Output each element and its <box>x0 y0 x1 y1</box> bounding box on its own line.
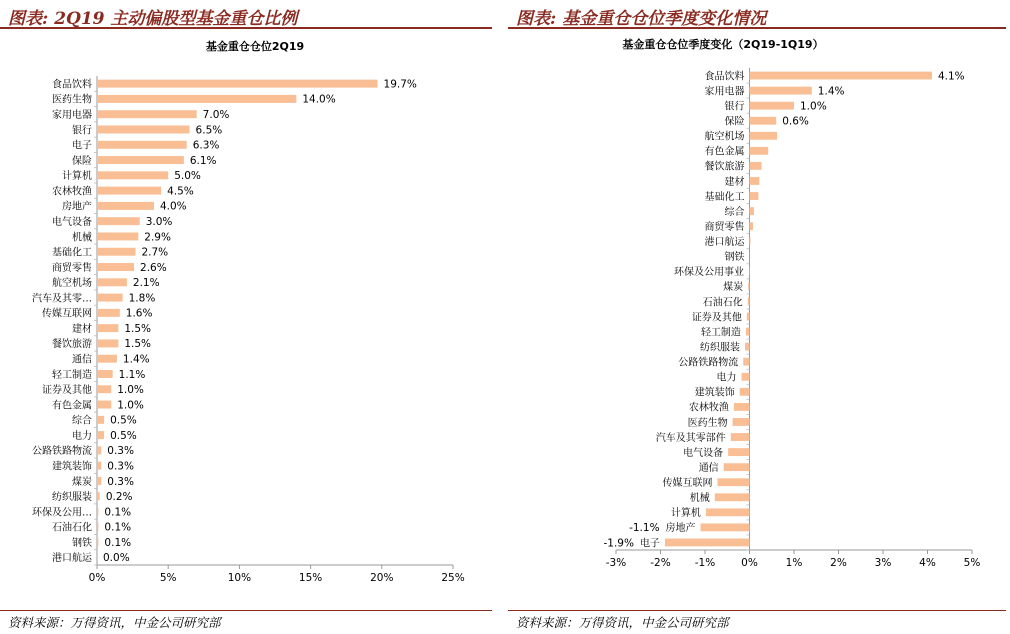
left-data-label: 4.0% <box>159 200 187 213</box>
left-data-label: 1.0% <box>117 399 144 412</box>
left-bar-chart <box>0 28 496 608</box>
left-data-label: 1.0% <box>117 384 144 397</box>
left-data-label: 0.5% <box>110 429 137 442</box>
left-data-label: 1.4% <box>122 353 150 366</box>
left-data-label: 3.0% <box>145 215 173 228</box>
left-data-label: 0.0% <box>103 552 130 565</box>
left-category-label: 公路铁路物流 <box>32 446 92 458</box>
left-bar <box>97 538 98 546</box>
left-bar <box>97 80 378 88</box>
left-bar <box>97 294 123 302</box>
left-data-label: 6.3% <box>192 139 220 152</box>
right-data-label: 4.1% <box>937 70 965 83</box>
left-category-label: 银行 <box>72 125 92 137</box>
left-data-label: 1.8% <box>128 292 156 305</box>
right-category-label: 纺织服装 <box>700 342 741 354</box>
right-source-rule <box>508 610 1006 611</box>
left-bar <box>97 187 161 195</box>
right-figure-panel <box>508 0 1010 634</box>
right-bar <box>750 87 812 95</box>
right-data-label: 1.4% <box>817 85 845 98</box>
left-bar <box>97 248 135 256</box>
left-category-label: 轻工制造 <box>52 369 92 381</box>
left-data-label: 6.1% <box>189 154 217 167</box>
left-category-label: 餐饮旅游 <box>52 339 92 351</box>
right-category-label: 房地产 <box>665 523 696 535</box>
right-bar <box>748 282 749 290</box>
right-x-tick-label: 0% <box>741 557 758 569</box>
right-category-label: 电力 <box>716 372 737 384</box>
right-category-label: 食品饮料 <box>704 71 745 83</box>
left-x-tick-label: 10% <box>227 572 252 584</box>
right-x-tick-label: -1% <box>694 557 716 569</box>
left-category-label: 港口航运 <box>52 553 92 565</box>
left-category-label: 电气设备 <box>52 216 92 228</box>
right-x-tick-label: 3% <box>874 557 892 569</box>
left-bar <box>97 171 168 179</box>
left-bar <box>97 141 187 149</box>
left-x-tick-label: 25% <box>441 572 465 584</box>
right-category-label: 机械 <box>689 493 710 505</box>
right-bar <box>750 102 795 110</box>
right-bar <box>750 237 751 245</box>
left-category-label: 电力 <box>72 430 92 442</box>
left-source-rule <box>0 610 492 611</box>
left-bar <box>97 385 111 393</box>
right-category-label: 有色金属 <box>704 146 745 158</box>
right-category-label: 餐饮旅游 <box>704 161 745 173</box>
left-category-label: 通信 <box>72 354 92 366</box>
left-category-label: 电子 <box>72 140 92 152</box>
left-category-label: 汽车及其零… <box>32 293 92 305</box>
right-bar <box>728 448 749 456</box>
left-bar <box>97 477 101 485</box>
right-bar <box>750 132 778 140</box>
left-category-label: 传媒互联网 <box>42 308 92 320</box>
left-category-label: 航空机场 <box>52 278 92 290</box>
right-bar <box>750 207 754 215</box>
left-bar <box>97 95 296 103</box>
right-bar <box>750 147 769 155</box>
left-chart-title: 基金重仓仓位2Q19 <box>205 40 305 53</box>
left-data-label: 0.1% <box>104 506 132 519</box>
right-category-label: 电子 <box>639 538 660 550</box>
left-category-label: 商贸零售 <box>52 262 92 274</box>
left-data-label: 2.9% <box>144 231 171 244</box>
right-category-label: 石油石化 <box>702 297 743 309</box>
left-data-label: 5.0% <box>174 170 201 183</box>
right-bar <box>741 373 749 381</box>
left-data-label: 0.3% <box>107 445 134 458</box>
left-category-label: 机械 <box>72 232 92 244</box>
left-data-label: 0.2% <box>105 491 133 504</box>
right-bar <box>746 328 750 336</box>
left-bar <box>97 324 118 332</box>
right-bar <box>745 343 749 351</box>
left-data-label: 0.3% <box>107 460 134 473</box>
left-data-label: 4.5% <box>167 185 194 198</box>
right-bar <box>747 313 750 321</box>
left-category-label: 食品饮料 <box>52 79 92 91</box>
left-category-label: 家用电器 <box>52 110 92 122</box>
right-bar <box>740 388 750 396</box>
left-data-label: 0.5% <box>110 414 137 427</box>
right-bar <box>750 192 759 200</box>
right-category-label: 环保及公用事业 <box>674 267 745 279</box>
left-category-label: 建材 <box>72 323 92 335</box>
left-data-label: 1.5% <box>124 322 152 335</box>
left-data-label: 0.1% <box>104 521 132 534</box>
left-bar <box>97 446 101 454</box>
right-bar <box>733 418 750 426</box>
right-x-tick-label: 1% <box>785 557 803 569</box>
left-x-tick-label: 5% <box>159 572 177 584</box>
right-category-label: 计算机 <box>670 508 701 520</box>
right-category-label: 农林牧渔 <box>688 402 729 414</box>
right-bar <box>750 117 777 125</box>
left-bar <box>97 339 118 347</box>
left-bar <box>97 462 101 470</box>
left-bar <box>97 355 117 363</box>
right-data-label: 0.6% <box>782 115 809 128</box>
left-category-label: 计算机 <box>62 171 92 183</box>
right-data-label: -1.9% <box>603 537 634 550</box>
right-bar <box>717 478 749 486</box>
left-figure-panel <box>0 0 496 634</box>
left-bar <box>97 370 113 378</box>
left-bar <box>97 508 98 516</box>
left-bar <box>97 278 127 286</box>
right-x-tick-label: -3% <box>605 557 627 569</box>
right-category-label: 传媒互联网 <box>662 478 713 490</box>
right-chart-title: 基金重仓仓位季度变化（2Q19-1Q19） <box>622 38 824 51</box>
left-bar <box>97 416 104 424</box>
right-category-label: 钢铁 <box>724 252 745 264</box>
right-category-label: 建筑装饰 <box>694 387 735 399</box>
left-category-label: 基础化工 <box>52 247 92 259</box>
left-category-label: 建筑装饰 <box>52 461 92 473</box>
right-bar-chart <box>508 28 1010 608</box>
left-data-label: 7.0% <box>202 109 230 122</box>
right-bar <box>701 523 750 531</box>
right-category-label: 轻工制造 <box>700 327 741 339</box>
right-bar <box>743 358 749 366</box>
left-bar <box>97 126 190 134</box>
left-data-label: 1.1% <box>118 368 146 381</box>
left-bar <box>97 202 154 210</box>
right-x-tick-label: 5% <box>963 557 981 569</box>
right-figure-title: 图表: 基金重仓仓位季度变化情况 <box>516 9 767 29</box>
right-bar <box>731 433 750 441</box>
right-x-tick-label: -2% <box>650 557 671 569</box>
left-x-tick-label: 0% <box>88 572 106 584</box>
left-data-label: 19.7% <box>383 78 417 91</box>
left-category-label: 农林牧渔 <box>52 186 92 198</box>
left-category-label: 煤炭 <box>72 476 92 488</box>
right-source-note: 资料来源：万得资讯，中金公司研究部 <box>516 615 729 630</box>
left-bar <box>97 156 184 164</box>
left-bar <box>97 217 140 225</box>
right-data-label: 1.0% <box>800 100 827 113</box>
left-data-label: 2.7% <box>141 246 169 259</box>
right-category-label: 公路铁路物流 <box>678 357 739 369</box>
left-data-label: 2.6% <box>140 261 167 274</box>
left-bar <box>97 431 104 439</box>
left-category-label: 医药生物 <box>52 94 92 106</box>
left-figure-title: 图表: 2Q19 主动偏股型基金重仓比例 <box>8 9 298 29</box>
right-bar <box>750 222 754 230</box>
left-category-label: 石油石化 <box>52 522 92 534</box>
right-bar <box>750 72 932 80</box>
left-bar <box>97 232 138 240</box>
left-bar <box>97 523 98 531</box>
right-bar <box>706 508 750 516</box>
left-data-label: 0.1% <box>104 536 132 549</box>
left-data-label: 0.3% <box>107 475 134 488</box>
right-bar <box>734 403 750 411</box>
right-x-tick-label: 4% <box>919 557 936 569</box>
left-category-label: 房地产 <box>62 201 92 213</box>
left-data-label: 14.0% <box>302 93 336 106</box>
right-bar <box>750 177 760 185</box>
left-bar <box>97 492 100 500</box>
right-category-label: 通信 <box>698 462 719 474</box>
right-category-label: 证券及其他 <box>691 312 742 324</box>
left-category-label: 有色金属 <box>52 400 92 412</box>
right-category-label: 港口航运 <box>704 237 745 249</box>
right-data-label: -1.1% <box>629 522 660 535</box>
left-data-label: 1.6% <box>125 307 153 320</box>
left-category-label: 纺织服装 <box>52 492 92 504</box>
left-bar <box>97 401 111 409</box>
right-category-label: 电气设备 <box>683 447 724 459</box>
right-x-tick-label: 2% <box>830 557 847 569</box>
left-bar <box>97 263 134 271</box>
left-category-label: 保险 <box>72 155 92 167</box>
left-data-label: 6.5% <box>195 124 223 137</box>
right-category-label: 综合 <box>724 206 745 218</box>
right-bar <box>715 493 750 501</box>
right-bar <box>750 162 762 170</box>
left-bar <box>97 110 197 118</box>
left-category-label: 环保及公用… <box>32 507 92 519</box>
left-x-tick-label: 20% <box>370 572 394 584</box>
right-category-label: 保险 <box>724 116 745 128</box>
right-category-label: 医药生物 <box>687 417 728 429</box>
right-category-label: 煤炭 <box>723 282 744 294</box>
right-bar <box>748 298 750 306</box>
right-category-label: 银行 <box>724 101 745 113</box>
left-data-label: 1.5% <box>124 338 152 351</box>
left-data-label: 2.1% <box>132 277 160 290</box>
left-category-label: 证券及其他 <box>42 385 92 397</box>
left-x-tick-label: 15% <box>298 572 323 584</box>
left-bar <box>97 309 120 317</box>
right-category-label: 家用电器 <box>704 86 745 98</box>
right-bar <box>724 463 750 471</box>
left-category-label: 钢铁 <box>72 537 92 549</box>
right-bar <box>665 539 750 547</box>
right-category-label: 航空机场 <box>704 131 745 143</box>
right-category-label: 基础化工 <box>704 191 745 203</box>
left-category-label: 综合 <box>72 415 92 427</box>
right-category-label: 建材 <box>724 176 745 188</box>
left-source-note: 资料来源：万得资讯，中金公司研究部 <box>8 615 221 630</box>
right-category-label: 商贸零售 <box>704 221 745 233</box>
right-category-label: 汽车及其零部件 <box>655 432 726 444</box>
